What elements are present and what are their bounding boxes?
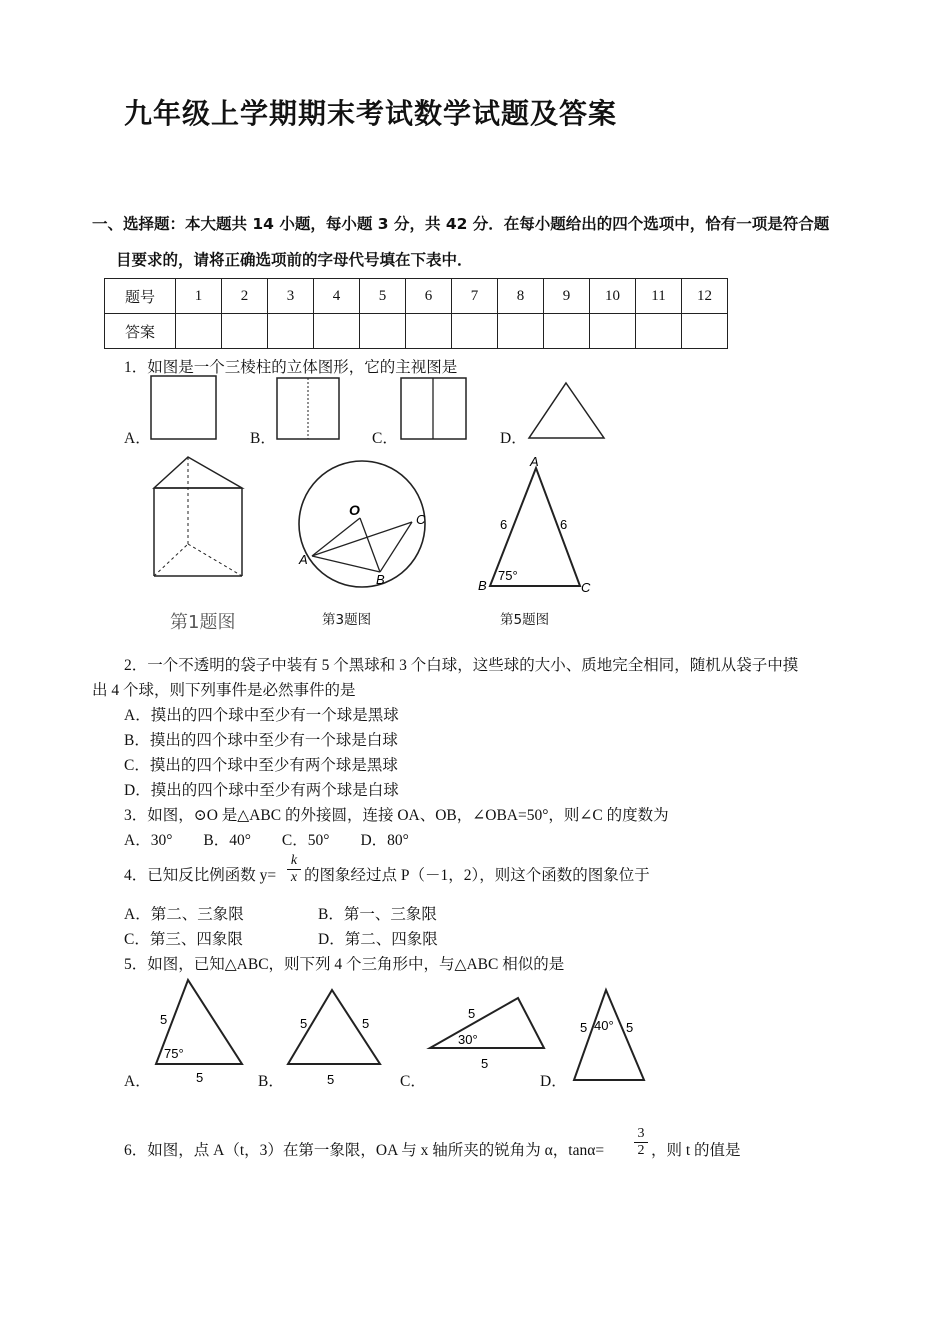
question-number-cell: 12 (682, 279, 728, 314)
q5-ref-angle: 75° (498, 568, 518, 583)
question-number-cell: 5 (360, 279, 406, 314)
answer-cell[interactable] (314, 314, 360, 349)
figure-1-caption: 第1题图 (170, 612, 236, 633)
q3-stem: 3．如图，⊙O 是△ABC 的外接圆，连接 OA、OB，∠OBA=50°，则∠C 的度数为 (124, 807, 669, 824)
q3-circle-figure (292, 456, 436, 592)
q6-fraction-denominator: 2 (634, 1142, 648, 1159)
q5-a-side-label: 5 (160, 1012, 168, 1027)
row-header-answer: 答案 (105, 314, 176, 349)
q6-stem-pre: 6．如图，点 A（t，3）在第一象限，OA 与 x 轴所夹的锐角为 α，tanα= (124, 1142, 605, 1159)
section-instructions-line2: 目要求的，请将正确选项前的字母代号填在下表中． (116, 251, 473, 269)
q2-stem-line1: 2．一个不透明的袋子中装有 5 个黑球和 3 个白球，这些球的大小、质地完全相同，随机从袋子中摸 (124, 657, 799, 674)
answer-cell[interactable] (636, 314, 682, 349)
q5-d-angle-label: 40° (594, 1018, 614, 1033)
q4-fraction-denominator: x (287, 869, 301, 886)
q5-b-right-label: 5 (362, 1016, 370, 1031)
answer-cell[interactable] (590, 314, 636, 349)
q1-option-b-label: B． (250, 430, 276, 447)
q5-ref-label-c: C (581, 580, 591, 595)
question-number-cell: 4 (314, 279, 360, 314)
answer-cell[interactable] (406, 314, 452, 349)
q6-fraction-numerator: 3 (637, 1126, 645, 1141)
q5-b-base-label: 5 (327, 1072, 335, 1087)
q3-label-b: B (376, 572, 385, 587)
q3-options: A．30° B．40° C．50° D．80° (124, 832, 409, 849)
q4-fraction-numerator: k (290, 853, 298, 868)
q1-option-c-label: C． (372, 430, 398, 447)
q6-fraction (634, 1126, 648, 1159)
question-number-cell: 1 (176, 279, 222, 314)
question-number-cell: 3 (268, 279, 314, 314)
page-title: 九年级上学期期末考试数学试题及答案 (124, 97, 618, 130)
q2-option-c: C．摸出的四个球中至少有两个球是黑球 (124, 757, 398, 774)
q1-option-a-label: A． (124, 430, 151, 447)
q5-option-b-triangle (282, 984, 386, 1088)
q2-stem-line2: 出 4 个球，则下列事件是必然事件的是 (92, 682, 356, 699)
q1-option-c-split-rect-figure (398, 376, 470, 442)
q1-option-d-label: D． (500, 430, 527, 447)
answer-cell[interactable] (222, 314, 268, 349)
q4-fraction (287, 853, 301, 886)
q1-option-a-square-figure (148, 374, 220, 442)
q1-prism-figure (148, 452, 248, 584)
q3-label-c: C (416, 512, 426, 527)
q5-reference-triangle-figure (472, 454, 592, 596)
q5-option-a-triangle (148, 976, 248, 1088)
q4-stem-pre: 4．已知反比例函数 y= (124, 867, 277, 884)
answer-table (104, 278, 728, 349)
q1-option-d-triangle-figure (526, 380, 608, 442)
q5-c-top-label: 5 (468, 1006, 476, 1021)
q5-d-right-label: 5 (626, 1020, 634, 1035)
q4-option-a: A．第二、三象限 (124, 906, 244, 923)
q5-a-base-label: 5 (196, 1070, 204, 1085)
q5-option-c-label: C． (400, 1073, 426, 1090)
question-number-cell: 11 (636, 279, 682, 314)
q3-label-a: A (299, 552, 308, 567)
q5-b-left-label: 5 (300, 1016, 308, 1031)
q5-option-a-label: A． (124, 1073, 151, 1090)
q5-a-angle-label: 75° (164, 1046, 184, 1061)
q5-option-c-triangle (424, 994, 552, 1074)
answer-cell[interactable] (682, 314, 728, 349)
q4-option-d: D．第二、四象限 (318, 931, 438, 948)
answer-table-answer-row (105, 314, 728, 349)
q1-option-b-dashed-rect-figure (274, 376, 344, 442)
q5-stem: 5．如图，已知△ABC，则下列 4 个三角形中，与△ABC 相似的是 (124, 956, 565, 973)
q5-ref-side-right: 6 (560, 517, 568, 532)
answer-cell[interactable] (452, 314, 498, 349)
question-number-cell: 6 (406, 279, 452, 314)
q4-option-b: B．第一、三象限 (318, 906, 437, 923)
section-instructions-line1: 一、选择题：本大题共 14 小题，每小题 3 分，共 42 分．在每小题给出的四个选项中，恰有一项是符合题 (92, 215, 830, 233)
q1-stem: 1．如图是一个三棱柱的立体图形，它的主视图是 (124, 359, 458, 376)
q5-option-b-label: B． (258, 1073, 284, 1090)
q2-option-a: A．摸出的四个球中至少有一个球是黑球 (124, 707, 399, 724)
q2-option-d: D．摸出的四个球中至少有两个球是白球 (124, 782, 399, 799)
q5-option-d-label: D． (540, 1073, 567, 1090)
figure-3-caption: 第3题图 (322, 612, 372, 628)
q4-stem-post: 的图象经过点 P（－1，2），则这个函数的图象位于 (304, 867, 650, 884)
q5-option-d-triangle (566, 986, 650, 1086)
q5-ref-side-left: 6 (500, 517, 508, 532)
q5-ref-label-a: A (530, 454, 539, 469)
question-number-cell: 10 (590, 279, 636, 314)
q3-label-o: O (349, 502, 360, 518)
answer-cell[interactable] (544, 314, 590, 349)
q5-ref-label-b: B (478, 578, 487, 593)
answer-cell[interactable] (498, 314, 544, 349)
row-header-question-number: 题号 (105, 279, 176, 314)
q5-c-base-label: 5 (481, 1056, 489, 1071)
q6-stem-post: ，则 t 的值是 (651, 1142, 741, 1159)
question-number-cell: 7 (452, 279, 498, 314)
q5-d-left-label: 5 (580, 1020, 588, 1035)
q4-option-c: C．第三、四象限 (124, 931, 243, 948)
question-number-cell: 2 (222, 279, 268, 314)
answer-cell[interactable] (360, 314, 406, 349)
figure-5-caption: 第5题图 (500, 612, 550, 628)
question-number-cell: 8 (498, 279, 544, 314)
question-number-cell: 9 (544, 279, 590, 314)
answer-cell[interactable] (268, 314, 314, 349)
answer-table-number-row (105, 279, 728, 314)
q2-option-b: B．摸出的四个球中至少有一个球是白球 (124, 732, 398, 749)
answer-cell[interactable] (176, 314, 222, 349)
q5-c-angle-label: 30° (458, 1032, 478, 1047)
